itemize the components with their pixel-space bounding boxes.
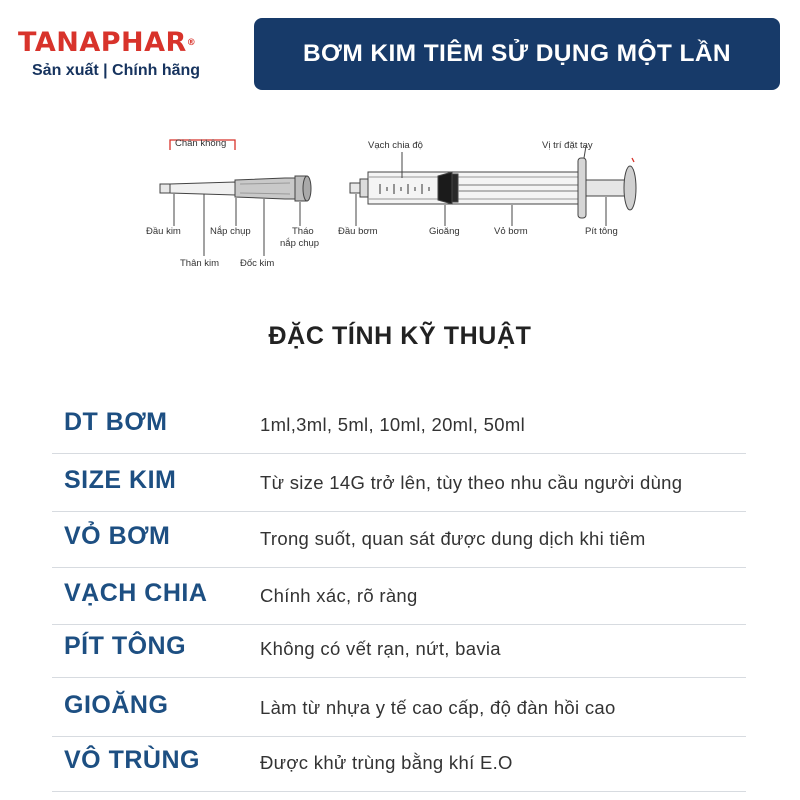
brand-logo [18,28,248,80]
spec-label: SIZE KIM [64,466,177,494]
label-needle-cap: Nắp chụp [210,226,251,237]
row-divider [52,453,746,454]
brand-tagline: Sản xuất | Chính hãng [32,62,201,79]
label-graduation: Vạch chia độ [368,140,423,151]
spec-value: Trong suốt, quan sát được dung dịch khi tiêm [260,528,646,549]
spec-value: 1ml,3ml, 5ml, 10ml, 20ml, 50ml [260,414,525,435]
label-remove-cap-2: nắp chụp [280,238,320,249]
spec-value: Chính xác, rõ ràng [260,585,418,606]
label-remove-cap: Tháo [292,226,314,237]
row-divider [52,677,746,678]
spec-label: VÔ TRÙNG [64,746,200,774]
spec-value: Không có vết rạn, nứt, bavia [260,638,501,659]
spec-value: Từ size 14G trở lên, tùy theo nhu cầu người dùng [260,472,683,493]
registered-mark: ® [186,38,197,48]
label-gasket: Gioăng [429,226,460,237]
spec-row-gasket [52,681,746,737]
spec-label: VỎ BƠM [64,522,171,550]
label-plunger: Pít tông [585,226,618,237]
page-title: BƠM KIM TIÊM SỬ DỤNG MỘT LẦN [302,40,732,67]
label-vacuum: Chân không [175,138,227,149]
label-finger-grip: Vị trí đặt tay [542,140,593,151]
label-needle-shaft: Thân kim [180,258,220,269]
spec-label: DT BƠM [64,408,168,436]
spec-label: GIOĂNG [64,691,169,719]
spec-value: Làm từ nhựa y tế cao cấp, độ đàn hồi cao [260,697,616,718]
syringe-illustration [350,146,636,226]
label-nozzle: Đầu bơm [338,226,378,237]
row-divider [52,567,746,568]
title-banner [254,18,780,90]
spec-row-sterile [52,736,746,792]
label-needle-hub: Đốc kim [240,258,275,269]
row-divider [52,791,746,792]
spec-row-barrel [52,512,746,568]
spec-value: Được khử trùng bằng khí E.O [260,752,513,773]
spec-row-graduation [52,569,746,625]
spec-row-plunger [52,622,746,678]
spec-label: PÍT TÔNG [64,632,187,660]
syringe-diagram [140,128,660,278]
spec-row-capacity [52,398,746,454]
label-needle-tip: Đầu kim [146,226,181,237]
brand-name: TANAPHAR® [18,27,197,58]
spec-row-needle-size [52,456,746,512]
spec-label: VẠCH CHIA [64,579,208,607]
specs-heading: ĐẶC TÍNH KỸ THUẬT [268,322,532,350]
label-barrel: Vỏ bơm [494,226,528,237]
